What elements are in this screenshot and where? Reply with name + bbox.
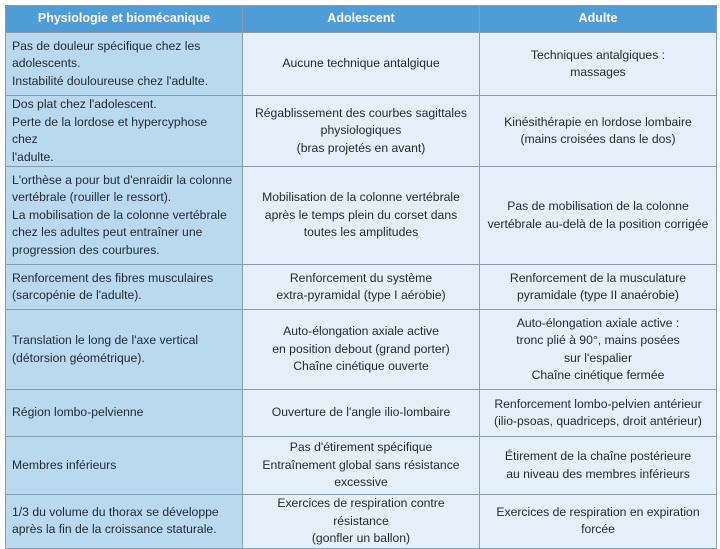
physiologie-cell: Membres inférieurs	[6, 437, 243, 495]
table-row	[6, 167, 717, 265]
table-row	[6, 437, 717, 495]
adulte-cell: Pas de mobilisation de la colonne vertébrale au-delà de la position corrigée	[480, 167, 717, 265]
physiologie-cell: Dos plat chez l'adolescent. Perte de la lordose et hypercyphose chez l'adulte.	[6, 96, 243, 167]
physiologie-cell: Région lombo-pelvienne	[6, 390, 243, 437]
comparison-table	[5, 5, 717, 549]
header-adulte: Adulte	[480, 6, 717, 33]
header-adolescent: Adolescent	[243, 6, 480, 33]
table-row	[6, 33, 717, 96]
table-row	[6, 390, 717, 437]
adulte-cell: Kinésithérapie en lordose lombaire (mains croisées dans le dos)	[480, 96, 717, 167]
adolescent-cell: Exercices de respiration contre résistance (gonfler un ballon)	[243, 495, 480, 549]
adolescent-cell: Mobilisation de la colonne vertébrale après le temps plein du corset dans toutes les amplitudes	[243, 167, 480, 265]
physiologie-cell: Renforcement des fibres musculaires (sarcopénie de l'adulte).	[6, 265, 243, 310]
physiologie-cell: Pas de douleur spécifique chez les adolescents. Instabilité douloureuse chez l'adulte.	[6, 33, 243, 96]
adulte-cell: Techniques antalgiques : massages	[480, 33, 717, 96]
adolescent-cell: Ouverture de l'angle ilio-lombaire	[243, 390, 480, 437]
table-row	[6, 495, 717, 549]
adolescent-cell: Pas d'étirement spécifique Entraînement global sans résistance excessive	[243, 437, 480, 495]
header-row	[6, 6, 717, 33]
adulte-cell: Renforcement de la musculature pyramidale (type II anaérobie)	[480, 265, 717, 310]
table-row	[6, 96, 717, 167]
adulte-cell: Renforcement lombo-pelvien antérieur (ilio-psoas, quadriceps, droit antérieur)	[480, 390, 717, 437]
table-row	[6, 310, 717, 390]
physiologie-cell: Translation le long de l'axe vertical (détorsion géométrique).	[6, 310, 243, 390]
physiologie-cell: L'orthèse a pour but d'enraidir la colonne vertébrale (rouiller le ressort). La mobilisation de la colonne vertébrale chez les adultes peut entraîner une progression des courbures.	[6, 167, 243, 265]
adulte-cell: Exercices de respiration en expiration forcée	[480, 495, 717, 549]
adolescent-cell: Régablissement des courbes sagittales physiologiques (bras projetés en avant)	[243, 96, 480, 167]
adolescent-cell: Auto-élongation axiale active en position debout (grand porter) Chaîne cinétique ouverte	[243, 310, 480, 390]
adulte-cell: Auto-élongation axiale active : tronc plié à 90°, mains posées sur l'espalier Chaîne cinétique fermée	[480, 310, 717, 390]
header-physiologie: Physiologie et biomécanique	[6, 6, 243, 33]
adulte-cell: Étirement de la chaîne postérieure au niveau des membres inférieurs	[480, 437, 717, 495]
table-row	[6, 265, 717, 310]
adolescent-cell: Renforcement du système extra-pyramidal (type I aérobie)	[243, 265, 480, 310]
physiologie-cell: 1/3 du volume du thorax se développe après la fin de la croissance staturale.	[6, 495, 243, 549]
adolescent-cell: Aucune technique antalgique	[243, 33, 480, 96]
